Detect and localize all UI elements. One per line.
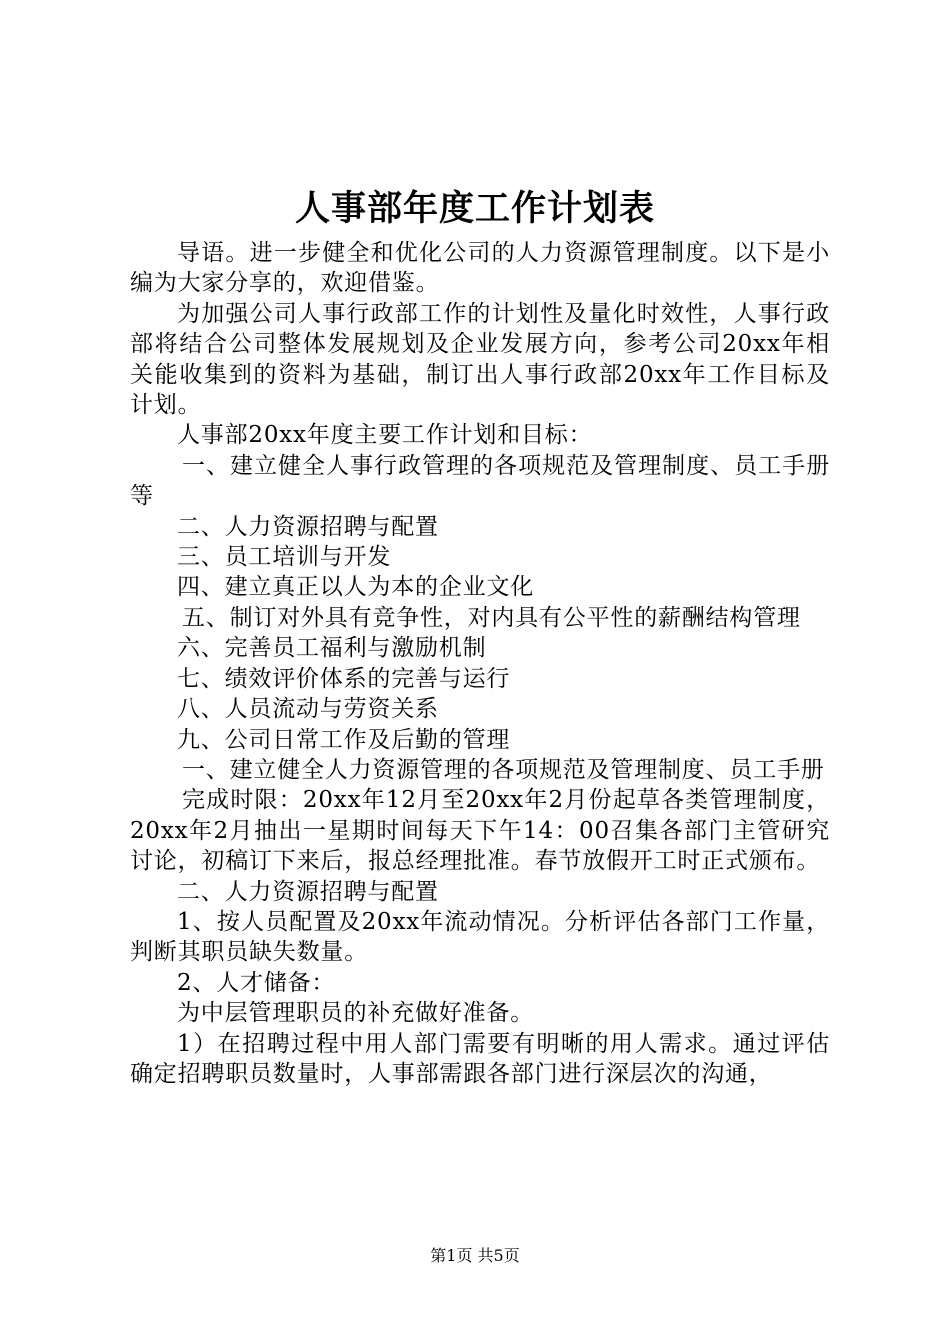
goal-item-4: 四、建立真正以人为本的企业文化 [177,574,534,601]
page-title: 人事部年度工作计划表 [294,188,655,229]
goal-item-7: 七、绩效评价体系的完善与运行 [177,665,511,692]
goal-item-5: 五、制订对外具有竞争性，对内具有公平性的薪酬结构管理 [182,604,801,631]
paragraph-goals-heading: 人事部20xx年度主要工作计划和目标： [177,422,593,449]
goal-item-9: 九、公司日常工作及后勤的管理 [177,726,511,753]
document-body [130,238,830,1089]
goal-item-6: 六、完善员工福利与激励机制 [177,635,487,662]
paragraph-intro: 导语。进一步健全和优化公司的人力资源管理制度。以下是小编为大家分享的，欢迎借鉴。 [130,240,830,297]
goal-item-8: 八、人员流动与劳资关系 [177,696,439,723]
paragraph-middle-management: 为中层管理职员的补充做好准备。 [177,1000,534,1027]
section-heading-2: 二、人力资源招聘与配置 [177,878,439,905]
page-footer: 第1页 共5页 [430,1246,520,1265]
section-heading-1: 一、建立健全人力资源管理的各项规范及管理制度、员工手册 [182,756,825,783]
paragraph-staffing: 1、按人员配置及20xx年流动情况。分析评估各部门工作量，判断其职员缺失数量。 [130,908,830,966]
paragraph-purpose: 为加强公司人事行政部工作的计划性及量化时效性，人事行政部将结合公司整体发展规划及企业发展方向，参考公司20xx年相关能收集到的资料为基础，制订出人事行政部20xx年工作目标及计划。 [130,300,830,419]
paragraph-talent-reserve: 2、人才储备： [177,969,336,996]
goal-item-3: 三、员工培训与开发 [177,544,392,571]
paragraph-deadline: 完成时限：20xx年12月至20xx年2月份起草各类管理制度，20xx年2月抽出一星期时间每天下午14：00召集各部门主管研究讨论，初稿订下来后，报总经理批准。春节放假开工时正式颁布。 [130,787,830,875]
goal-item-1: 一、建立健全人事行政管理的各项规范及管理制度、员工手册等 [130,452,830,510]
goal-item-2: 二、人力资源招聘与配置 [177,513,439,540]
paragraph-recruitment-process: 1）在招聘过程中用人部门需要有明晰的用人需求。通过评估确定招聘职员数量时，人事部需跟各部门进行深层次的沟通， [130,1030,830,1087]
